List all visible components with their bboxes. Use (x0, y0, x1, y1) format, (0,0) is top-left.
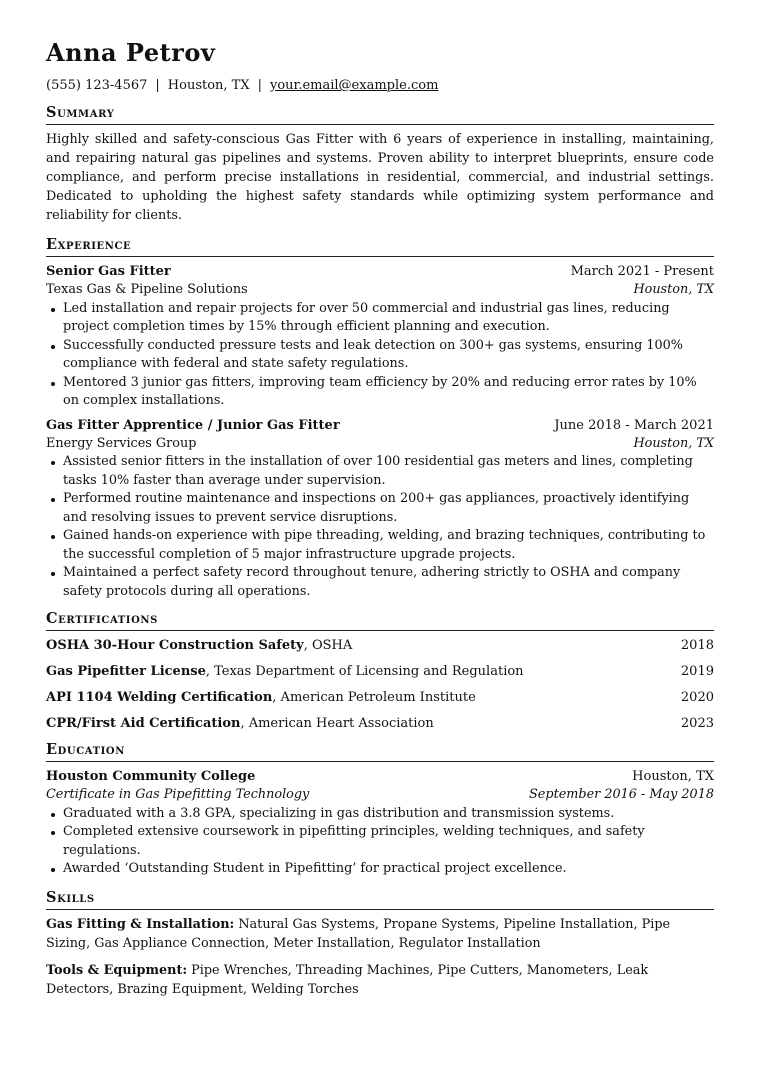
job-location: Houston, TX (633, 282, 714, 297)
education-section (46, 741, 714, 879)
certifications-section (46, 610, 714, 733)
company-name: Energy Services Group (46, 435, 197, 451)
education-bullets (46, 805, 714, 879)
bullet-item: Completed extensive coursework in pipefitting principles, welding techniques, and safety regulations. (46, 823, 714, 860)
certification-name: API 1104 Welding Certification (46, 690, 273, 705)
summary-section (46, 104, 714, 225)
separator: | (155, 78, 160, 93)
certification-item (46, 637, 714, 655)
bullet-item: Mentored 3 junior gas fitters, improving team efficiency by 20% and reducing error rates by 10% on complex installations. (46, 374, 714, 411)
skill-group (46, 915, 714, 953)
bullet-item: Maintained a perfect safety record throughout tenure, adhering strictly to OSHA and company safety protocols during all operations. (46, 564, 714, 601)
skill-group-text: Natural Gas Systems, Propane Systems, Pipeline Installation, Pipe Sizing, Gas Appliance Connection, Meter Installation, Regulator Installation (46, 916, 671, 951)
skills-section (46, 889, 714, 999)
separator: | (257, 78, 262, 93)
contact-line (46, 77, 714, 94)
skill-group-text: Pipe Wrenches, Threading Machines, Pipe Cutters, Manometers, Leak Detectors, Brazing Equipment, Welding Torches (46, 962, 649, 997)
section-heading-skills: Skills (46, 889, 714, 910)
certification-issuer: , American Petroleum Institute (272, 690, 476, 705)
program-name: Certificate in Gas Pipefitting Technology (46, 787, 310, 802)
certification-year: 2023 (680, 716, 714, 731)
job-title: Gas Fitter Apprentice / Junior Gas Fitter (46, 417, 340, 433)
company-name: Texas Gas & Pipeline Solutions (46, 282, 248, 297)
section-heading-education: Education (46, 741, 714, 762)
certification-item (46, 663, 714, 681)
summary-text: Highly skilled and safety-conscious Gas Fitter with 6 years of experience in installing, maintaining, and repairing natural gas pipelines and systems. Proven ability to interpret blueprints, ensure code compliance, and perform precise installations in residential, commercial, and industrial settings. Dedicated to upholding the highest safety standards while optimizing system performance and reliability for clients. (46, 132, 714, 223)
job-dates: March 2021 - Present (570, 264, 714, 279)
certification-issuer: , Texas Department of Licensing and Regulation (205, 664, 524, 679)
bullet-item: Successfully conducted pressure tests and leak detection on 300+ gas systems, ensuring 100% compliance with federal and state safety regulations. (46, 337, 714, 374)
job-entry (46, 416, 714, 602)
job-title: Senior Gas Fitter (46, 264, 171, 279)
location: Houston, TX (167, 78, 250, 93)
section-heading-certifications: Certifications (46, 610, 714, 631)
section-heading-experience: Experience (46, 236, 714, 257)
certification-item (46, 715, 714, 733)
bullet-item: Gained hands-on experience with pipe threading, welding, and brazing techniques, contributing to the successful completion of 5 major infrastructure upgrade projects. (46, 527, 714, 564)
certification-name: CPR/First Aid Certification (46, 716, 241, 731)
job-entry (46, 262, 714, 411)
candidate-name: Anna Petrov (46, 38, 216, 67)
bullet-item: Awarded ‘Outstanding Student in Pipefitting’ for practical project excellence. (46, 860, 714, 879)
certification-issuer: , OSHA (303, 638, 353, 653)
email-link[interactable]: your.email@example.com (270, 78, 439, 93)
job-bullets (46, 453, 714, 601)
resume-page (46, 38, 714, 999)
school-name: Houston Community College (46, 769, 256, 784)
bullet-item: Led installation and repair projects for over 50 commercial and industrial gas lines, reducing project completion times by 15% through efficient planning and execution. (46, 300, 714, 337)
phone-number: (555) 123-4567 (46, 78, 148, 93)
certification-issuer: , American Heart Association (240, 716, 434, 731)
certification-year: 2020 (680, 690, 714, 705)
certification-year: 2019 (680, 664, 714, 679)
job-bullets (46, 300, 714, 411)
skill-group-label: Gas Fitting & Installation: (46, 916, 235, 932)
education-dates: September 2016 - May 2018 (529, 787, 714, 802)
certification-item (46, 689, 714, 707)
skill-group (46, 961, 714, 999)
bullet-item: Assisted senior fitters in the installation of over 100 residential gas meters and lines, completing tasks 10% faster than average under supervision. (46, 453, 714, 490)
experience-section (46, 236, 714, 601)
certification-name: OSHA 30-Hour Construction Safety (46, 638, 304, 653)
job-location: Houston, TX (633, 435, 714, 451)
certification-year: 2018 (680, 638, 714, 653)
certification-name: Gas Pipefitter License (46, 664, 206, 679)
bullet-item: Graduated with a 3.8 GPA, specializing in gas distribution and transmission systems. (46, 805, 714, 824)
bullet-item: Performed routine maintenance and inspections on 200+ gas appliances, proactively identifying and resolving issues to prevent service disruptions. (46, 490, 714, 527)
skill-group-label: Tools & Equipment: (46, 962, 188, 978)
section-heading-summary: Summary (46, 104, 714, 125)
job-dates: June 2018 - March 2021 (554, 417, 714, 433)
school-location: Houston, TX (632, 769, 714, 784)
